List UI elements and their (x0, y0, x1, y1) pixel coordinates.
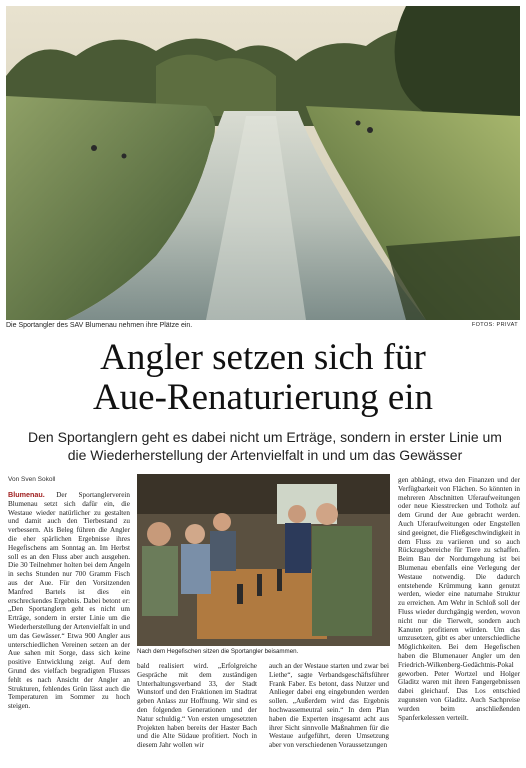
main-photo-caption: Die Sportangler des SAV Blumenau nehmen ihre Plätze ein. (6, 322, 193, 329)
article-column-3-text: auch an der Westaue starten und zwar bei Liethe“, sagte Verbandsgeschäftsführer Frank Faber. Es betont, dass Nutzer und Anlieger dabei eng eingebunden werden sollen. „Außerdem wird das Ergebnis hochwassemeutral sein.“ In dem Plan haben die Experten insgesamt acht aus ihrer Sicht sinnvolle Maßnahmen für die Westaue aufgeführt, deren Umsetzung aber von verschiedenen Voraussetzungen (269, 662, 389, 750)
main-photo-caption-row (6, 320, 520, 332)
article-headline (0, 338, 526, 418)
headline-line-1: Angler setzen sich für (100, 337, 426, 378)
anglers-gathering-image (137, 474, 390, 646)
headline-line-2: Aue-Renaturierung ein (92, 377, 434, 418)
article-column-1 (8, 491, 130, 768)
inset-photo-caption: Nach dem Hegefischen sitzen die Sportangler beisammen. (137, 648, 299, 655)
article-dateline: Blumenau. (8, 491, 45, 499)
inset-photo (137, 474, 390, 646)
article-column-right-text: gen abhängt, etwa den Finanzen und der Verfügbarkeit von Flächen. So könnten in mehreren Abschnitten Uferaufweitungen oder neue Kiesstrecken und Totholz auf dem Grund der Aue gebracht werden. Auch Uferaufweitungen oder Engstellen sind geeignet, die Fließgeschwindigkeit in dem Fluss zu variieren und so auch Rückzugsbereiche für Tiere zu schaffen. Beim Bau der Nordumgehung ist bei Blumenau ebenfalls eine Verlegung der Westaue notwendig. Die dadurch entstehende Krümmung kann genutzt werden, wieder eine naturnahe Struktur zu erreichen. Am Wehr in Schloß soll der Fluss wieder durchgängig werden, wovon nicht nur die Tierwelt, sondern auch Kanuten profitieren würden. Um das umzusetzen, gibt es aber unterschiedliche Möglichkeiten. Bei dem Hegefischen haben die Blumenauer Angler um den Friedrich-Wilkenberg-Gedächtnis-Pokal geworben. Peter Wortzel und Holger Gladitz waren mit ihren Fangergebnissen dabei gleichauf. Das Los entschied zugunsten von Gladitz. Auch Sachpreise wurden beim anschließenden Spanferkelessen verteilt. (398, 476, 520, 722)
river-landscape-image (6, 6, 520, 320)
article-column-right (398, 476, 520, 768)
article-subheadline: Den Sportanglern geht es dabei nicht um Erträge, sondern in erster Linie um die Wiederherstellung der Artenvielfalt in und um das Gewässer (28, 429, 502, 463)
article-column-2 (137, 662, 257, 768)
article-column-2-text: bald realisiert wird. „Erfolgreiche Gespräche mit dem zuständigen Unterhaltungsverband 33, der Stadt Wunstorf und den Fraktionen im Stadtrat geben Anlass zur Hoffnung. Wir sind es den folgenden Generationen und der Natur schuldig.“ Von ersten umgesetzten Projekten haben bereits der Haster Bach und die Alte Südaue profitiert. Noch in diesem Jahr wollen wir (137, 662, 257, 750)
article-byline: Von Sven Sokoll (8, 476, 56, 483)
main-photo (6, 6, 520, 320)
photo-credit: FOTOS: PRIVAT (471, 322, 518, 328)
article-column-1-text: Der Sportanglerverein Blumenau setzt sich dafür ein, die Westaue wieder natürlicher zu gestalten und damit auch den Tierbestand zu verbessern. Als Beleg führen die Angler die eher spärlichen Ergebnisse ihres Hegefischens am Sonntag an. Im Herbst soll es an den Fluss aber auch ausgehen. Die 30 Teilnehmer holten bei dem Angeln in sechs Stunden nur 700 Gramm Fisch aus der Aue. Für den Vorsitzenden Manfred Bartels ist dies ein erschreckendes Ergebnis. Dabei betont er: „Den Sportanglern geht es nicht um Erträge, sondern in erster Linie um die Wiederherstellung der Artenvielfalt in und um das Gewässer.“ Etwa 900 Angler aus unterschiedlichen Vereinen setzen an der Aue sahen mit Sorge, dass sich keine positive Entwicklung zeigt. Auf dem Grund des vielfach begradigten Flusses fehlt es nach Ansicht der Angler an Strukturen, fehlendes Grün lässt auch die Temperaturen im Sommer zu hoch steigen. (8, 491, 130, 711)
article-column-3 (269, 662, 389, 768)
